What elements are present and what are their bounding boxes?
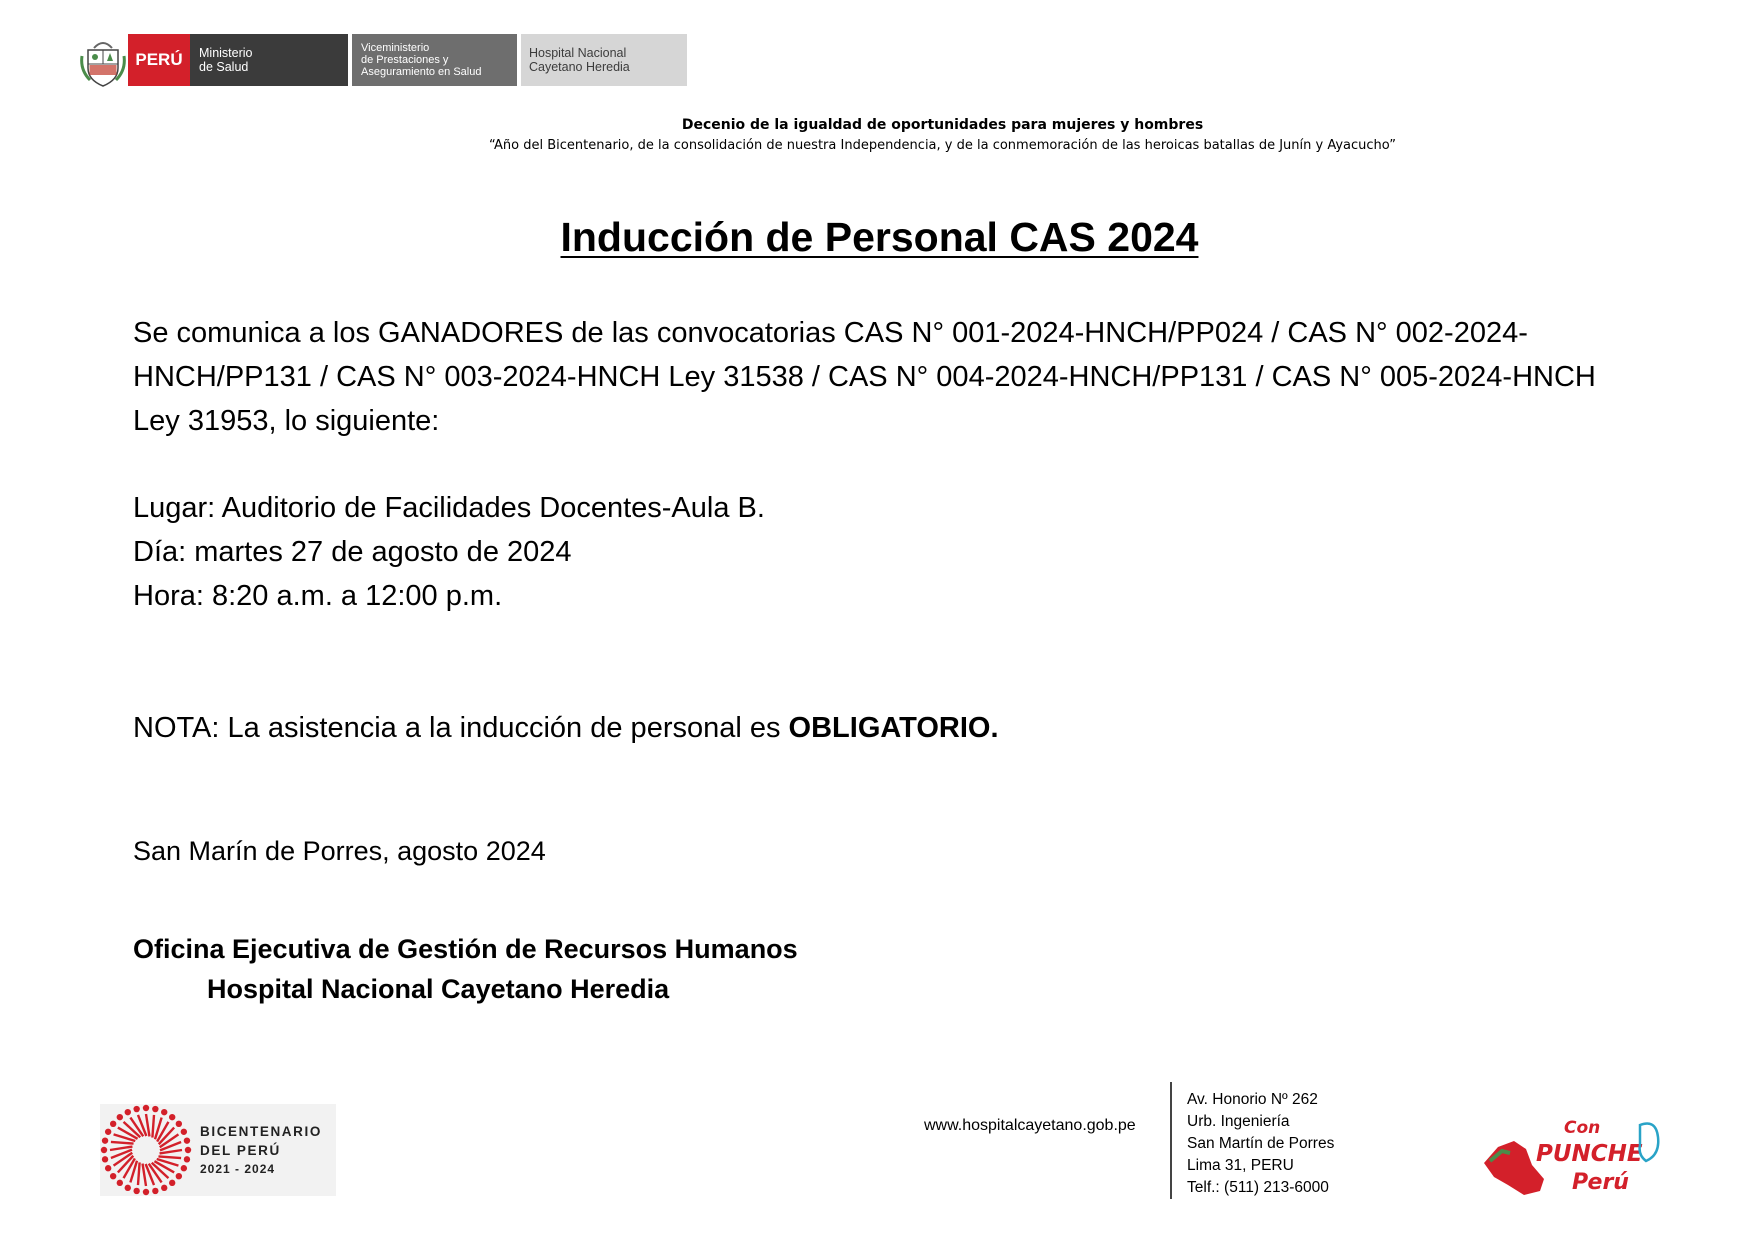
punche-word: PUNCHE bbox=[1536, 1141, 1643, 1167]
sunburst-ray bbox=[146, 1114, 149, 1136]
place-date: San Marín de Porres, agosto 2024 bbox=[133, 836, 546, 866]
nota-text: NOTA: La asistencia a la inducción de personal es bbox=[133, 712, 789, 744]
hospital-line: Hospital Nacional bbox=[529, 46, 627, 60]
sunburst-dot bbox=[176, 1121, 182, 1127]
sunburst-dot bbox=[152, 1188, 158, 1194]
bicentenario-years: 2021 - 2024 bbox=[200, 1161, 276, 1176]
sunburst-dot bbox=[117, 1180, 123, 1186]
footer-divider bbox=[1170, 1082, 1172, 1199]
sunburst-dot bbox=[185, 1147, 191, 1153]
ministerio-salud-badge bbox=[190, 34, 348, 86]
sunburst-dot bbox=[161, 1185, 167, 1191]
dia-line: Día: martes 27 de agosto de 2024 bbox=[133, 536, 572, 568]
sunburst-dot bbox=[125, 1185, 131, 1191]
sunburst-dot bbox=[161, 1109, 167, 1115]
sunburst-ray bbox=[111, 1142, 134, 1144]
ministerio-line: Ministerio bbox=[199, 46, 253, 60]
signature-hospital: Hospital Nacional Cayetano Heredia bbox=[207, 974, 670, 1004]
bicentenario-line: DEL PERÚ bbox=[200, 1142, 281, 1158]
sunburst-dot bbox=[169, 1114, 175, 1120]
sunburst-dot bbox=[143, 1105, 149, 1111]
viceministerio-badge bbox=[352, 34, 517, 86]
sunburst-dot bbox=[184, 1156, 190, 1162]
vice-line: de Prestaciones y bbox=[361, 54, 449, 66]
event-details bbox=[133, 486, 765, 618]
sunburst-ray bbox=[152, 1115, 154, 1138]
website-link[interactable]: www.hospitalcayetano.gob.pe bbox=[924, 1117, 1136, 1134]
sunburst-dot bbox=[152, 1106, 158, 1112]
bicentenario-logo bbox=[100, 1104, 336, 1196]
sunburst-ray bbox=[138, 1162, 140, 1185]
sunburst-dot bbox=[133, 1188, 139, 1194]
nota-line bbox=[133, 706, 999, 750]
sunburst-dot bbox=[133, 1106, 139, 1112]
sunburst-dot bbox=[102, 1137, 108, 1143]
hora-line: Hora: 8:20 a.m. a 12:00 p.m. bbox=[133, 580, 503, 612]
peru-coat-of-arms-icon bbox=[80, 36, 126, 88]
con-punche-peru-logo bbox=[1480, 1105, 1665, 1201]
lugar-line: Lugar: Auditorio de Facilidades Docentes-Aula B. bbox=[133, 492, 765, 524]
sunburst-dot bbox=[181, 1129, 187, 1135]
address-line: Lima 31, PERU bbox=[1187, 1157, 1294, 1174]
nota-obligatorio: OBLIGATORIO. bbox=[788, 712, 999, 744]
sunburst-dot bbox=[143, 1189, 149, 1195]
address-line: Av. Honorio Nº 262 bbox=[1187, 1091, 1318, 1108]
address-line: Telf.: (511) 213-6000 bbox=[1187, 1179, 1329, 1196]
signature-office: Oficina Ejecutiva de Gestión de Recursos Humanos bbox=[133, 934, 798, 964]
hospital-badge bbox=[521, 34, 687, 86]
address-line: San Martín de Porres bbox=[1187, 1135, 1335, 1152]
peru-map-icon bbox=[1484, 1141, 1544, 1195]
document-title: Inducción de Personal CAS 2024 bbox=[560, 214, 1199, 260]
sunburst-dot bbox=[169, 1180, 175, 1186]
punche-peru: Perú bbox=[1572, 1170, 1629, 1195]
intro-paragraph: Se comunica a los GANADORES de las convocatorias CAS N° 001-2024-HNCH/PP024 / CAS N° 002-2024-HNCH/PP131 / CAS N° 003-2024-HNCH Ley 31538 / CAS N° 004-2024-HNCH/PP131 / CAS N° 005-2024-HNCH Ley 31953, lo siguiente: bbox=[133, 317, 1596, 437]
bicentenario-sunburst-icon bbox=[100, 1104, 192, 1196]
vice-line: Viceministerio bbox=[361, 42, 430, 54]
sunburst-dot bbox=[105, 1129, 111, 1135]
ministerio-line: de Salud bbox=[199, 60, 249, 74]
vice-line: Aseguramiento en Salud bbox=[361, 66, 482, 78]
decenio-heading: Decenio de la igualdad de oportunidades para mujeres y hombres bbox=[681, 117, 1204, 133]
sunburst-dot bbox=[102, 1156, 108, 1162]
sunburst-dot bbox=[101, 1147, 107, 1153]
sunburst-dot bbox=[184, 1137, 190, 1143]
sunburst-ray bbox=[158, 1156, 181, 1158]
government-header-strip bbox=[128, 34, 687, 86]
anio-motto: “Año del Bicentenario, de la consolidación de nuestra Independencia, y de la conmemoración de las heroicas batallas de Junín y Ayacucho” bbox=[488, 138, 1397, 153]
sunburst-dot bbox=[117, 1114, 123, 1120]
sunburst-ray bbox=[160, 1150, 182, 1153]
bicentenario-line: BICENTENARIO bbox=[200, 1123, 322, 1139]
punche-con: Con bbox=[1564, 1118, 1601, 1138]
footer-address bbox=[1187, 1089, 1334, 1199]
sunburst-dot bbox=[110, 1173, 116, 1179]
sunburst-dot bbox=[125, 1109, 131, 1115]
sunburst-ray bbox=[110, 1147, 132, 1150]
bicentenario-text bbox=[200, 1122, 322, 1179]
sunburst-dot bbox=[176, 1173, 182, 1179]
sunburst-dot bbox=[105, 1165, 111, 1171]
hospital-line: Cayetano Heredia bbox=[529, 60, 630, 74]
peru-badge bbox=[128, 34, 190, 86]
peru-label: PERÚ bbox=[135, 50, 183, 69]
sunburst-dot bbox=[110, 1121, 116, 1127]
sunburst-ray bbox=[143, 1164, 146, 1186]
address-line: Urb. Ingeniería bbox=[1187, 1113, 1290, 1130]
sunburst-dot bbox=[181, 1165, 187, 1171]
